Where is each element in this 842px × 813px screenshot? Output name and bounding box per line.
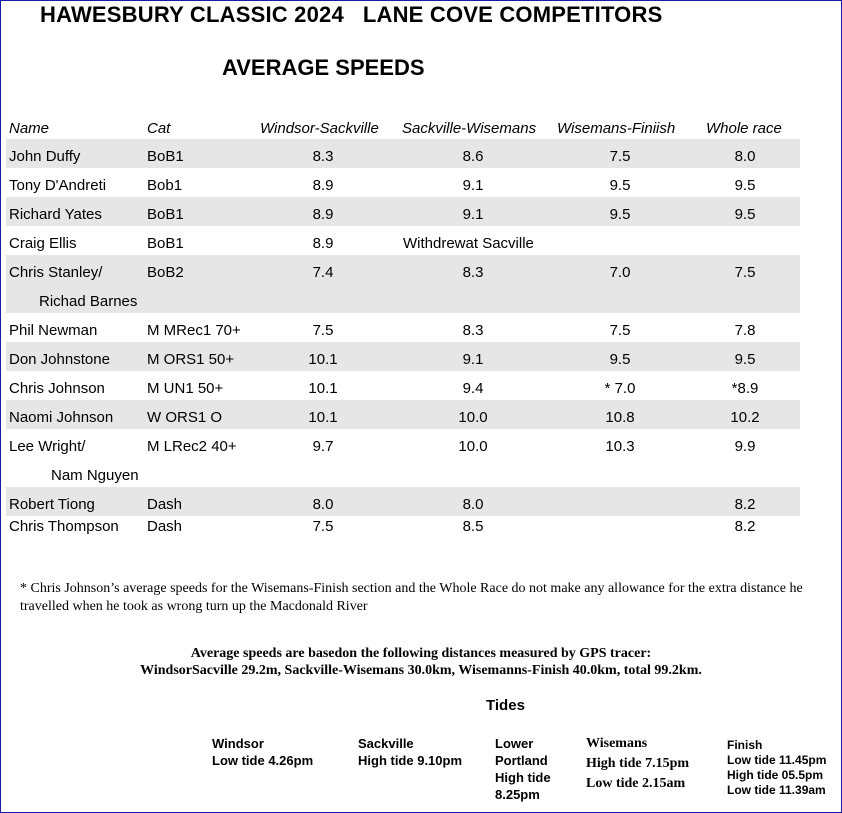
cell-cat: M MRec1 70+ — [147, 322, 241, 339]
cell-windsor-sackville: 8.3 — [312, 148, 334, 165]
table-row — [6, 487, 800, 516]
tide-location: Wisemans — [586, 736, 648, 751]
cell-name: Craig Ellis — [9, 235, 77, 252]
cell-sackville-wisemans: 8.6 — [462, 148, 484, 165]
cell-windsor-sackville: 10.1 — [308, 380, 338, 397]
cell-name-continued: Nam Nguyen — [51, 467, 139, 484]
cell-name: Naomi Johnson — [9, 409, 114, 426]
cell-sackville-wisemans: 9.1 — [462, 351, 484, 368]
header-cat: Cat — [147, 120, 171, 137]
cell-wisemans-finish: 7.0 — [609, 264, 631, 281]
cell-name: Don Johnstone — [9, 351, 110, 368]
cell-wisemans-finish: 7.5 — [609, 148, 631, 165]
cell-whole-race: 8.2 — [734, 496, 756, 513]
cell-name: Lee Wright/ — [9, 438, 86, 455]
tide-location: Windsor — [212, 736, 264, 751]
header-name: Name — [9, 120, 50, 137]
cell-whole-race: 8.0 — [734, 148, 756, 165]
cell-sackville-wisemans: 10.0 — [458, 438, 488, 455]
tide-line: Low tide 11.39am — [727, 783, 826, 797]
cell-cat: Dash — [147, 496, 183, 513]
table-row — [6, 255, 800, 313]
cell-name: Chris Johnson — [9, 380, 105, 397]
table-row — [6, 516, 800, 538]
cell-cat: BoB2 — [147, 264, 184, 281]
cell-wisemans-finish: 10.3 — [605, 438, 635, 455]
cell-windsor-sackville: 7.5 — [312, 322, 334, 339]
header-windsor-sackville: Windsor-Sackville — [260, 120, 379, 137]
tide-line: High tide 05.5pm — [727, 768, 824, 782]
table-row — [6, 342, 800, 371]
tide-line: High tide 7.15pm — [586, 756, 690, 771]
cell-whole-race: 9.5 — [734, 351, 756, 368]
cell-wisemans-finish: * 7.0 — [604, 380, 636, 397]
tide-location: Lower — [495, 736, 534, 751]
cell-name: John Duffy — [9, 148, 81, 165]
cell-whole-race: 10.2 — [730, 409, 760, 426]
cell-cat: W ORS1 O — [147, 409, 223, 426]
cell-name: Chris Thompson — [9, 518, 119, 535]
tide-finish — [727, 738, 826, 798]
tide-location: Sackville — [358, 736, 414, 751]
tide-lower-portland — [495, 735, 551, 803]
cell-sackville-wisemans: 8.0 — [462, 496, 484, 513]
cell-windsor-sackville: 10.1 — [308, 351, 338, 368]
cell-cat: Bob1 — [147, 177, 183, 194]
cell-name: Richard Yates — [9, 206, 102, 223]
tides-heading: Tides — [486, 697, 525, 714]
cell-cat: Dash — [147, 518, 183, 535]
tide-line: High tide — [495, 770, 551, 785]
cell-windsor-sackville: 7.5 — [312, 518, 334, 535]
cell-windsor-sackville: 8.0 — [312, 496, 334, 513]
cell-whole-race: *8.9 — [731, 380, 759, 397]
cell-cat: BoB1 — [147, 206, 184, 223]
table-row — [6, 197, 800, 226]
table-row — [6, 139, 800, 168]
tide-line: High tide 9.10pm — [358, 753, 463, 768]
footnote: * Chris Johnson’s average speeds for the Wisemans-Finish section and the Whole Race do not make any allowance for the extra distance he travelled when he took as wrong turn up the Macdonald River — [20, 581, 803, 614]
cell-windsor-sackville: 8.9 — [312, 177, 334, 194]
page-title: HAWESBURY CLASSIC 2024 LANE COVE COMPETITORS — [40, 2, 663, 27]
tide-wisemans — [586, 734, 689, 794]
cell-sackville-wisemans: 8.3 — [462, 322, 484, 339]
page-subtitle: AVERAGE SPEEDS — [222, 55, 425, 80]
table-row — [6, 400, 800, 429]
table-row — [6, 371, 800, 400]
cell-cat: BoB1 — [147, 235, 184, 252]
cell-sackville-wisemans: 8.3 — [462, 264, 484, 281]
cell-whole-race: 7.5 — [734, 264, 756, 281]
cell-name-continued: Richad Barnes — [39, 293, 138, 310]
distance-basis-line-1: Average speeds are basedon the following distances measured by GPS tracer: — [190, 646, 652, 661]
cell-name: Robert Tiong — [9, 496, 95, 513]
header-wisemans-finish: Wisemans-Finiish — [557, 120, 676, 137]
tide-line: Portland — [495, 753, 548, 768]
cell-whole-race: 8.2 — [734, 518, 756, 535]
tide-line: Low tide 2.15am — [586, 776, 686, 791]
distance-basis-line-2: WindsorSacville 29.2m, Sackville-Wisemans 30.0km, Wisemanns-Finish 40.0km, total 99.2km. — [140, 663, 702, 678]
tide-line: Low tide 11.45pm — [727, 753, 827, 767]
table-row — [6, 168, 800, 197]
tide-line: Low tide 4.26pm — [212, 753, 314, 768]
cell-wisemans-finish: 7.5 — [609, 322, 631, 339]
table-row — [6, 226, 800, 255]
cell-wisemans-finish: 9.5 — [609, 206, 631, 223]
cell-cat: BoB1 — [147, 148, 184, 165]
cell-cat: M UN1 50+ — [147, 380, 224, 397]
cell-wisemans-finish: 9.5 — [609, 351, 631, 368]
cell-whole-race: 9.5 — [734, 177, 756, 194]
cell-cat: M ORS1 50+ — [147, 351, 235, 368]
cell-wisemans-finish: 10.8 — [605, 409, 635, 426]
tide-sackville — [358, 735, 462, 769]
cell-whole-race: 7.8 — [734, 322, 756, 339]
cell-name: Tony D'Andreti — [9, 177, 107, 194]
cell-windsor-sackville: 7.4 — [312, 264, 334, 281]
cell-name: Phil Newman — [9, 322, 98, 339]
cell-sackville-wisemans: 9.1 — [462, 206, 484, 223]
cell-name: Chris Stanley/ — [9, 264, 103, 281]
cell-whole-race: 9.5 — [734, 206, 756, 223]
cell-sackville-wisemans: 10.0 — [458, 409, 488, 426]
cell-windsor-sackville: 10.1 — [308, 409, 338, 426]
table-row — [6, 429, 800, 487]
cell-windsor-sackville: 8.9 — [312, 206, 334, 223]
table-row — [6, 313, 800, 342]
tide-line: 8.25pm — [495, 787, 540, 802]
cell-sackville-wisemans: 9.4 — [462, 380, 484, 397]
cell-whole-race: 9.9 — [734, 438, 756, 455]
cell-wisemans-finish: 9.5 — [609, 177, 631, 194]
cell-windsor-sackville: 9.7 — [312, 438, 334, 455]
tide-windsor — [212, 735, 313, 769]
tide-location: Finish — [727, 738, 763, 752]
cell-windsor-sackville: 8.9 — [312, 235, 334, 252]
header-sackville-wisemans: Sackville-Wisemans — [402, 120, 537, 137]
cell-sackville-wisemans: 9.1 — [462, 177, 484, 194]
cell-cat: M LRec2 40+ — [147, 438, 237, 455]
header-whole-race: Whole race — [706, 120, 782, 137]
cell-sackville-wisemans: Withdrewat Sacville — [403, 235, 534, 252]
cell-sackville-wisemans: 8.5 — [462, 518, 484, 535]
